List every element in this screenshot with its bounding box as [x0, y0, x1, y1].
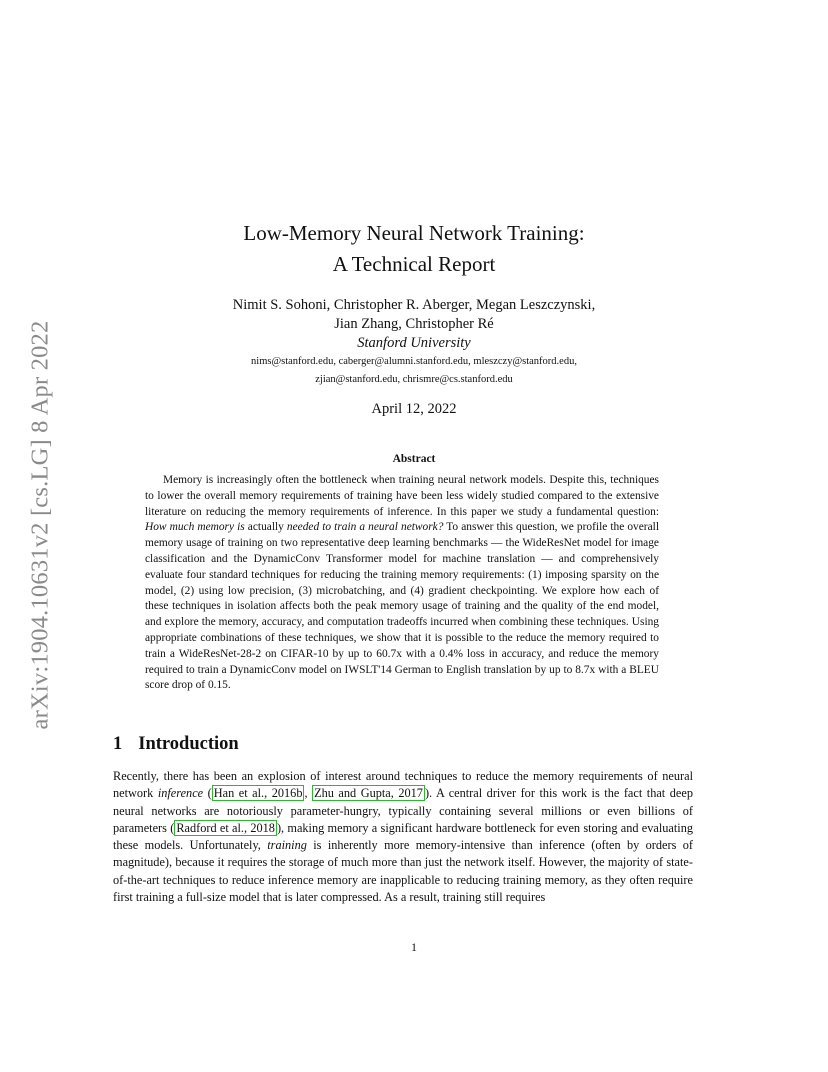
authors-line-1: Nimit S. Sohoni, Christopher R. Aberger, Megan Leszczynski, — [232, 297, 596, 313]
section-number: 1 — [113, 734, 123, 754]
intro-emphasis-training: training — [267, 838, 307, 853]
citation-link-zhu[interactable]: Zhu and Gupta, 2017 — [314, 786, 423, 801]
author-block — [0, 296, 828, 353]
abstract-part-3: To answer this question, we profile the overall memory usage of training on two representative deep learning benchmarks — the WideResNet model for image classification and the DynamicConv Transformer model for machine translation — and comprehensively evaluate four standard techniques for reducing the training memory requirements: (1) imposing sparsity on the model, (2) using low precision, (3) microbatching, and (4) gradient checkpointing. We explore how each of these techniques in isolation affects both the peak memory usage of training and the quality of the end model, and explore the memory, accuracy, and computation tradeoffs incurred when combining these techniques. Using appropriate combinations of these techniques, we show that it is possible to the reduce the memory required to train a WideResNet-28-2 on CIFAR-10 by up to 60.7x with a 0.4% loss in accuracy, and reduce the memory required to train a DynamicConv model on IWSLT'14 German to English translation by up to 8.7x with a BLEU score drop of 0.15. — [145, 521, 659, 692]
arxiv-identifier: arXiv:1904.10631v2 [cs.LG] 8 Apr 2022 — [26, 320, 53, 730]
intro-emphasis-inference: inference — [157, 786, 204, 801]
intro-text-4: ). A central driver for this work is the fact that deep neural networks are notoriously parameter-hungry, typically containing several millions or even billions of parameters ( — [113, 786, 693, 835]
intro-text-6: is inherently more memory-intensive than inference (often by orders of magnitude), because it requires the storage of much more than just the network itself. However, the majority of state-of-the-art techniques to reduce inference memory are inapplicable to reducing training memory, as they often require first training a full-size model that is later compressed. As a result, training still requires — [113, 838, 693, 905]
paper-date: April 12, 2022 — [371, 401, 457, 417]
page-number: 1 — [411, 940, 417, 954]
abstract-part-1: Memory is increasingly often the bottleneck when training neural network models. Despite this, techniques to lower the overall memory requirements of training have been less widely studied compared to the extensive literature on reducing the memory requirements of inference. In this paper we study a fundamental question: — [145, 474, 659, 518]
intro-text-5: ), making memory a significant hardware bottleneck for even storing and evaluating these models. Unfortunately, — [113, 820, 694, 853]
authors-line-2: Jian Zhang, Christopher Ré — [334, 316, 494, 332]
paper-title — [0, 218, 828, 280]
abstract-emphasis-1: How much memory is — [145, 521, 245, 534]
abstract-part-2: actually — [244, 521, 287, 534]
intro-text-3: , — [304, 786, 313, 801]
citation-link-han[interactable]: Han et al., 2016b — [213, 786, 303, 801]
abstract-text — [145, 473, 659, 694]
emails-line-1: nims@stanford.edu, caberger@alumni.stanford.edu, mleszczy@stanford.edu, — [251, 356, 577, 367]
section-title: Introduction — [138, 734, 239, 754]
intro-text-1: Recently, there has been an explosion of interest around techniques to reduce the memory requirements of neural network — [113, 769, 693, 801]
affiliation: Stanford University — [357, 335, 471, 351]
introduction-paragraph — [113, 768, 693, 906]
abstract-heading: Abstract — [392, 453, 436, 465]
intro-text-2: ( — [203, 786, 212, 801]
emails-line-2: zjian@stanford.edu, chrismre@cs.stanford.edu — [315, 374, 513, 385]
title-line-2: A Technical Report — [332, 252, 496, 276]
citation-link-radford[interactable]: Radford et al., 2018 — [176, 820, 275, 835]
section-heading — [113, 734, 713, 755]
abstract-emphasis-2: needed to train a neural network? — [286, 521, 444, 534]
title-line-1: Low-Memory Neural Network Training: — [243, 221, 585, 245]
author-emails — [0, 353, 828, 389]
